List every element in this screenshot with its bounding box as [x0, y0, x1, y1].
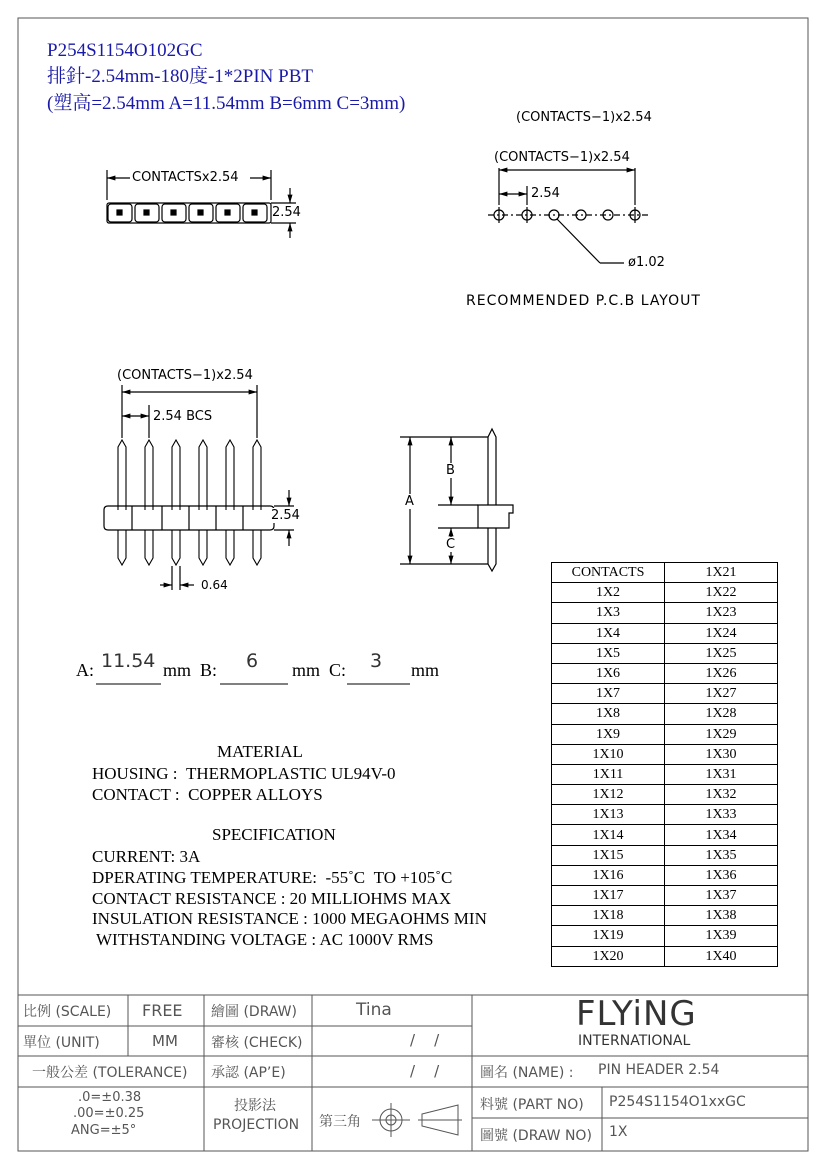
pcb-inner-label: (CONTACTS−1)x2.54 [494, 150, 630, 165]
top-view-height-label: 2.54 [272, 205, 301, 220]
contacts-cell-left: 1X10 [552, 744, 665, 764]
side-label-a: A [405, 494, 414, 509]
a-value: 11.54 [101, 650, 156, 672]
projection-label-en: PROJECTION [213, 1117, 300, 1133]
spec-withstanding-voltage: WITHSTANDING VOLTAGE : AC 1000V RMS [96, 930, 434, 949]
description-title: 排針-2.54mm-180度-1*2PIN PBT [47, 66, 314, 87]
contacts-cell-left: 1X17 [552, 886, 665, 906]
tolerance-1: .0=±0.38 [78, 1090, 142, 1105]
b-value: 6 [246, 650, 259, 672]
front-height-label: 2.54 [271, 508, 300, 523]
contacts-cell-left: 1X9 [552, 724, 665, 744]
unit-value: MM [152, 1032, 178, 1050]
pcb-caption: RECOMMENDED P.C.B LAYOUT [466, 293, 701, 309]
contacts-cell-left: 1X19 [552, 926, 665, 946]
front-view-pins [118, 440, 261, 565]
contacts-cell-left: 1X18 [552, 906, 665, 926]
contacts-header-row [552, 563, 778, 583]
top-view-pins [108, 204, 267, 222]
contacts-cell-left: 1X2 [552, 583, 665, 603]
contacts-cell-right: 1X29 [665, 724, 778, 744]
contacts-cell-right: 1X32 [665, 785, 778, 805]
contacts-cell-left: 1X12 [552, 785, 665, 805]
a-prefix: A: [76, 660, 94, 680]
spec-contact-resistance: CONTACT RESISTANCE : 20 MILLIOHMS MAX [92, 889, 452, 908]
scale-label: 比例 (SCALE) [23, 1004, 112, 1020]
table-row [552, 845, 778, 865]
table-row [552, 764, 778, 784]
contacts-cell-right: 1X26 [665, 663, 778, 683]
contacts-cell-right: 1X23 [665, 603, 778, 623]
table-row [552, 643, 778, 663]
contacts-cell-right: 1X25 [665, 643, 778, 663]
side-label-b: B [446, 463, 455, 478]
table-row [552, 785, 778, 805]
c-prefix: C: [329, 660, 347, 680]
spec-heading: SPECIFICATION [212, 825, 336, 844]
table-row [552, 926, 778, 946]
table-row [552, 906, 778, 926]
check-label: 審核 (CHECK) [211, 1035, 303, 1051]
table-row [552, 886, 778, 906]
scale-value: FREE [142, 1001, 183, 1020]
contacts-header-right: 1X21 [665, 563, 778, 583]
check-value: / / [410, 1031, 440, 1049]
pcb-pitch-label: 2.54 [531, 186, 560, 201]
contacts-cell-left: 1X7 [552, 684, 665, 704]
spec-temperature: DPERATING TEMPERATURE: -55˚C TO +105˚C [92, 868, 453, 887]
pcb-hole-label: ø1.02 [628, 255, 665, 270]
material-heading: MATERIAL [217, 742, 303, 761]
side-view [400, 429, 513, 571]
table-row [552, 583, 778, 603]
contacts-cell-right: 1X22 [665, 583, 778, 603]
tolerance-2: .00=±0.25 [73, 1106, 145, 1121]
name-label: 圖名 (NAME) : [480, 1065, 574, 1081]
tolerance-3: ANG=±5° [71, 1123, 137, 1138]
spec-current: CURRENT: 3A [92, 847, 201, 866]
table-row [552, 825, 778, 845]
company-logo: FLYiNG [576, 994, 697, 1034]
contacts-cell-right: 1X27 [665, 684, 778, 704]
front-pitch-label: 2.54 BCS [153, 409, 213, 424]
contacts-header-left: CONTACTS [552, 563, 665, 583]
approve-label: 承認 (AP’E) [211, 1065, 286, 1081]
a-unit: mm [163, 660, 192, 680]
contacts-cell-right: 1X40 [665, 946, 778, 966]
contacts-cell-right: 1X35 [665, 845, 778, 865]
part-value: P254S1154O1xxGC [609, 1094, 746, 1110]
draw-value: Tina [356, 1000, 392, 1020]
dimensions-title: (塑高=2.54mm A=11.54mm B=6mm C=3mm) [47, 93, 406, 114]
contacts-cell-left: 1X11 [552, 764, 665, 784]
contacts-cell-right: 1X36 [665, 865, 778, 885]
contacts-cell-left: 1X5 [552, 643, 665, 663]
name-value: PIN HEADER 2.54 [598, 1062, 720, 1078]
table-row [552, 805, 778, 825]
contacts-cell-left: 1X14 [552, 825, 665, 845]
contacts-cell-left: 1X15 [552, 845, 665, 865]
table-row [552, 865, 778, 885]
table-row [552, 603, 778, 623]
b-prefix: B: [200, 660, 218, 680]
table-row [552, 623, 778, 643]
part-number-title: P254S1154O102GC [47, 40, 203, 61]
part-label: 料號 (PART NO) [480, 1097, 584, 1113]
draw-label: 繪圖 (DRAW) [211, 1004, 297, 1020]
contacts-cell-left: 1X4 [552, 623, 665, 643]
pin-width-label: 0.64 [201, 578, 228, 592]
contacts-cell-right: 1X38 [665, 906, 778, 926]
table-row [552, 704, 778, 724]
contacts-cell-right: 1X33 [665, 805, 778, 825]
contacts-cell-right: 1X28 [665, 704, 778, 724]
projection-value: 第三角 [319, 1114, 361, 1130]
drawno-label: 圖號 (DRAW NO) [480, 1128, 592, 1144]
contacts-cell-left: 1X3 [552, 603, 665, 623]
contacts-table [551, 562, 778, 967]
unit-label: 單位 (UNIT) [23, 1035, 100, 1051]
contacts-cell-right: 1X34 [665, 825, 778, 845]
table-row [552, 684, 778, 704]
side-label-c: C [446, 537, 456, 552]
projection-label-cn: 投影法 [234, 1098, 276, 1114]
projection-symbol [372, 1103, 462, 1137]
contacts-cell-left: 1X8 [552, 704, 665, 724]
contacts-cell-left: 1X20 [552, 946, 665, 966]
drawno-value: 1X [609, 1124, 628, 1140]
contacts-cell-right: 1X24 [665, 623, 778, 643]
approve-value: / / [410, 1062, 440, 1080]
contacts-cell-right: 1X39 [665, 926, 778, 946]
contacts-cell-left: 1X13 [552, 805, 665, 825]
company-sub: INTERNATIONAL [578, 1033, 691, 1049]
pcb-layout [488, 168, 648, 263]
table-row [552, 744, 778, 764]
b-unit: mm [292, 660, 321, 680]
tolerance-label: 一般公差 (TOLERANCE) [32, 1065, 188, 1081]
front-span-label: (CONTACTS−1)x2.54 [117, 368, 253, 383]
contacts-cell-left: 1X16 [552, 865, 665, 885]
material-housing: HOUSING : THERMOPLASTIC UL94V-0 [92, 764, 396, 783]
contacts-cell-right: 1X30 [665, 744, 778, 764]
table-row [552, 946, 778, 966]
spec-insulation-resistance: INSULATION RESISTANCE : 1000 MEGAOHMS MIN [92, 909, 487, 928]
top-view-length-label: CONTACTSx2.54 [132, 170, 239, 185]
contacts-cell-left: 1X6 [552, 663, 665, 683]
contacts-cell-right: 1X37 [665, 886, 778, 906]
c-unit: mm [411, 660, 440, 680]
table-row [552, 663, 778, 683]
pcb-outer-label: (CONTACTS−1)x2.54 [516, 110, 652, 125]
c-value: 3 [370, 650, 383, 672]
table-row [552, 724, 778, 744]
contacts-cell-right: 1X31 [665, 764, 778, 784]
material-contact: CONTACT : COPPER ALLOYS [92, 785, 323, 804]
